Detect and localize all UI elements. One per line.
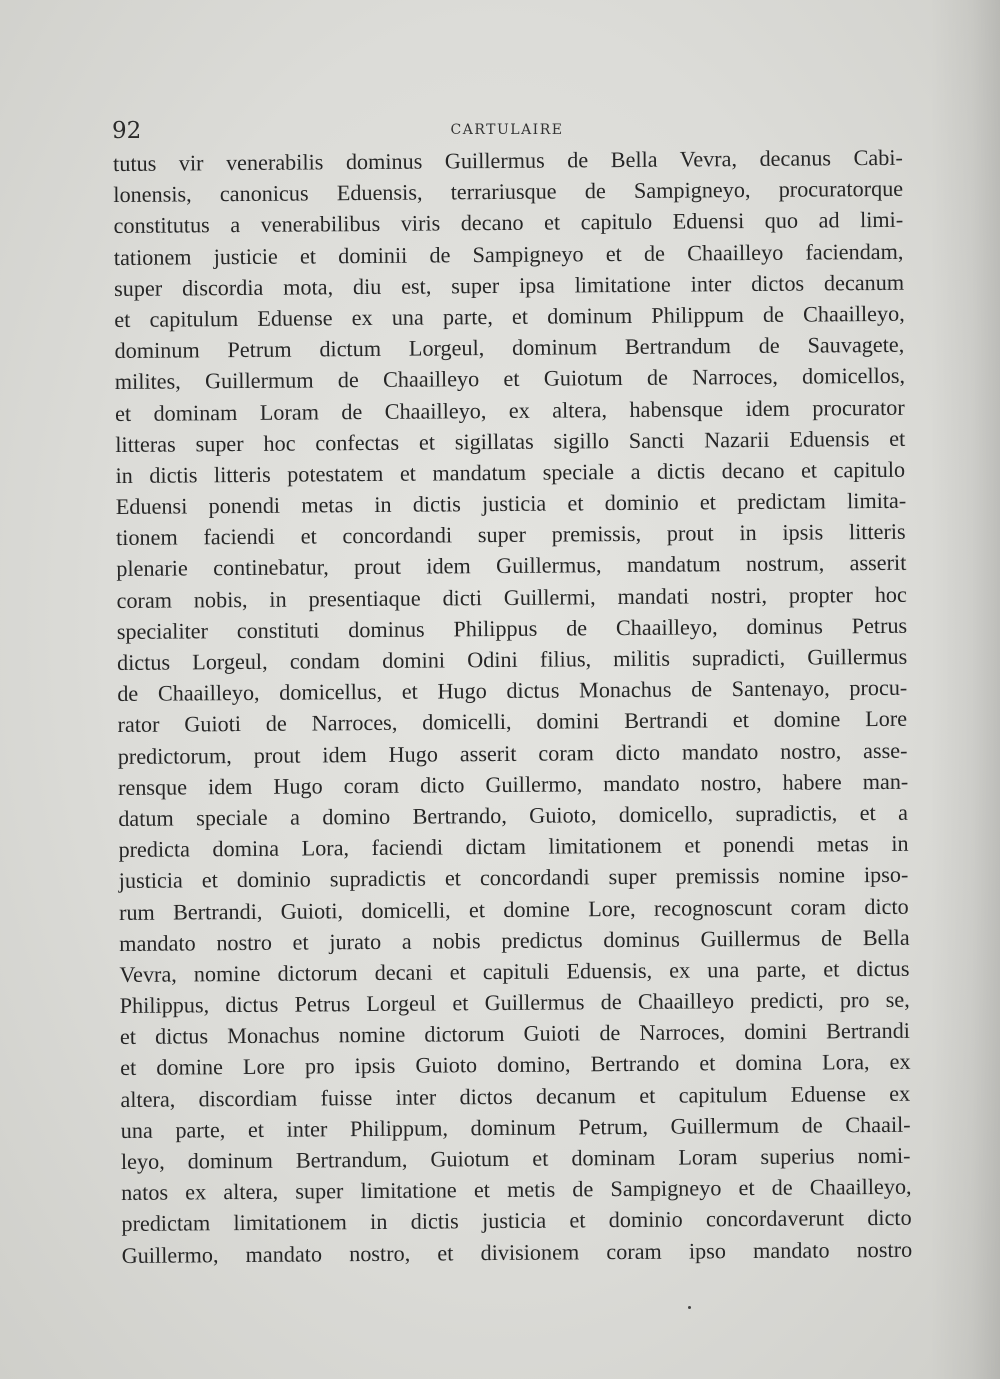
text-line: super discordia mota, diu est, super ipsa limitatione inter dictos decanum xyxy=(114,269,905,301)
text-line: rator Guioti de Narroces, domicelli, domini Bertrandi et domine Lore xyxy=(117,706,908,738)
text-line: rensque idem Hugo coram dicto Guillermo, mandato nostro, habere man- xyxy=(117,768,909,800)
text-line: natos ex altera, super limitatione et metis de Sampigneyo et de Chaailleyo, xyxy=(121,1173,912,1206)
text-line: et capitulum Eduense ex una parte, et dominum Philippum de Chaailleyo, xyxy=(114,300,905,332)
text-line: et domine Lore pro ipsis Guioto domino, Bertrando et domina Lora, ex xyxy=(120,1049,911,1081)
page-gutter-shadow xyxy=(930,0,1000,1379)
text-line: de Chaailleyo, domicellus, et Hugo dictus Monachus de Santenayo, procu- xyxy=(117,674,908,707)
text-line: milites, Guillermum de Chaailleyo et Guiotum de Narroces, domicellos, xyxy=(114,363,906,395)
paper-speck xyxy=(688,1306,691,1309)
body-text xyxy=(113,142,912,1271)
text-line: predictam limitationem in dictis justicia et dominio concordaverunt dicto xyxy=(121,1205,912,1237)
running-title: CARTULAIRE xyxy=(450,122,564,138)
text-line: predictorum, prout idem Hugo asserit coram dicto mandato nostro, asse- xyxy=(117,737,908,769)
text-line: tationem justicie et dominii de Sampigneyo et de Chaailleyo faciendam, xyxy=(113,238,904,270)
text-line: dictus Lorgeul, condam domini Odini filius, militis supradicti, Guillermus xyxy=(116,643,908,675)
text-line: lonensis, canonicus Eduensis, terrariusque de Sampigneyo, procuratorque xyxy=(113,175,904,208)
text-line: datum speciale a domino Bertrando, Guioto, domicello, supradictis, et a xyxy=(118,799,909,831)
text-line: rum Bertrandi, Guioti, domicelli, et domine Lore, recognoscunt coram dicto xyxy=(118,893,909,925)
text-line: dominum Petrum dictum Lorgeul, dominum Bertrandum de Sauvagete, xyxy=(114,331,905,364)
text-line: altera, discordiam fuisse inter dictos decanum et capitulum Eduense ex xyxy=(120,1080,911,1112)
text-line: tionem faciendi et concordandi super premissis, prout in ipsis litteris xyxy=(115,519,906,551)
text-line: coram nobis, in presentiaque dicti Guillermi, mandati nostri, propter hoc xyxy=(116,581,907,613)
text-line: mandato nostro et jurato a nobis predictus dominus Guillermus de Bella xyxy=(119,924,910,956)
text-line: et dictus Monachus nomine dictorum Guioti de Narroces, domini Bertrandi xyxy=(119,1018,911,1050)
text-line: in dictis litteris potestatem et mandatum speciale a dictis decano et capitulo xyxy=(115,456,906,488)
text-line: predicta domina Lora, faciendi dictam limitationem et ponendi metas in xyxy=(118,830,909,863)
page-number: 92 xyxy=(112,118,142,144)
text-line: Eduensi ponendi metas in dictis justicia et dominio et predictam limita- xyxy=(115,487,907,520)
text-line: plenarie continebatur, prout idem Guillermus, mandatum nostrum, asserit xyxy=(116,550,907,582)
text-line: specialiter constituti dominus Philippus de Chaailleyo, dominus Petrus xyxy=(116,612,908,644)
text-line: leyo, dominum Bertrandum, Guiotum et dominam Loram superius nomi- xyxy=(120,1142,911,1174)
text-line: Philippus, dictus Petrus Lorgeul et Guillermus de Chaailleyo predicti, pro se, xyxy=(119,986,910,1019)
text-line: una parte, et inter Philippum, dominum Petrum, Guillermum de Chaail- xyxy=(120,1111,911,1143)
text-line: Vevra, nomine dictorum decani et capituli Eduensis, ex una parte, et dictus xyxy=(119,955,910,987)
text-line: litteras super hoc confectas et sigillatas sigillo Sancti Nazarii Eduensis et xyxy=(115,425,906,457)
text-line: justicia et dominio supradictis et concordandi super premissis nomine ipso- xyxy=(118,862,909,894)
text-line: et dominam Loram de Chaailleyo, ex altera, habensque idem procurator xyxy=(114,394,905,426)
text-line: Guillermo, mandato nostro, et divisionem coram ipso mandato nostro xyxy=(121,1236,913,1268)
text-line: constitutus a venerabilibus viris decano et capitulo Eduensi quo ad limi- xyxy=(113,207,904,239)
text-line: tutus vir venerabilis dominus Guillermus de Bella Vevra, decanus Cabi- xyxy=(113,144,903,176)
